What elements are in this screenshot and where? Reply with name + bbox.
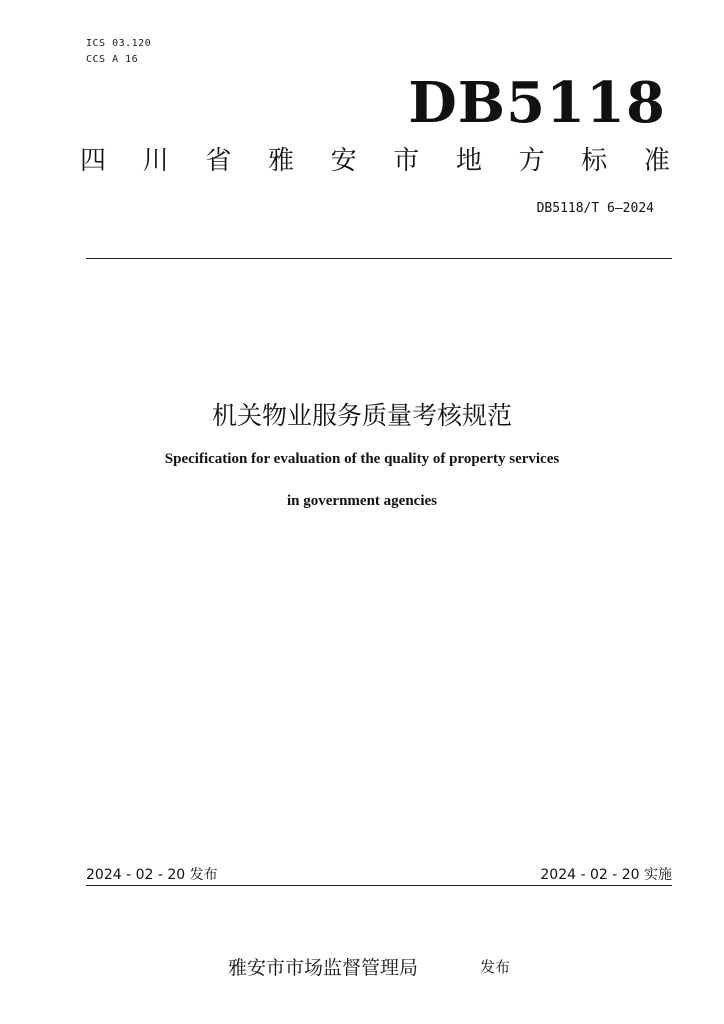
publish-date: 2024 - 02 - 20 发布 [86, 867, 218, 883]
publisher-name: 雅安市市场监督管理局 [228, 957, 419, 979]
standard-category [80, 140, 670, 177]
standard-category-char: 标 [581, 146, 608, 176]
standard-category-char: 方 [518, 146, 545, 176]
document-title-english-line-2: in government agencies [287, 493, 437, 509]
standard-code: DB5118 [408, 70, 666, 136]
ics-code: ICS 03.120 [86, 38, 152, 49]
bottom-divider [86, 885, 672, 886]
ccs-code: CCS A 16 [86, 54, 139, 65]
top-divider [86, 258, 672, 259]
standard-category-char: 准 [643, 146, 670, 176]
standard-category-char: 市 [393, 146, 420, 176]
document-title-english-line-1: Specification for evaluation of the quality of property services [164, 451, 560, 467]
standard-category-char: 地 [455, 146, 482, 176]
standard-category-char: 四 [80, 146, 107, 176]
standard-category-char: 雅 [267, 146, 294, 176]
standard-category-char: 省 [205, 146, 232, 176]
standard-category-char: 安 [330, 146, 357, 176]
standard-category-char: 川 [142, 146, 169, 176]
publisher-action: 发布 [480, 958, 511, 976]
document-title-chinese: 机关物业服务质量考核规范 [211, 401, 512, 430]
standard-number: DB5118/T 6—2024 [536, 201, 654, 216]
implementation-date: 2024 - 02 - 20 实施 [540, 867, 672, 883]
